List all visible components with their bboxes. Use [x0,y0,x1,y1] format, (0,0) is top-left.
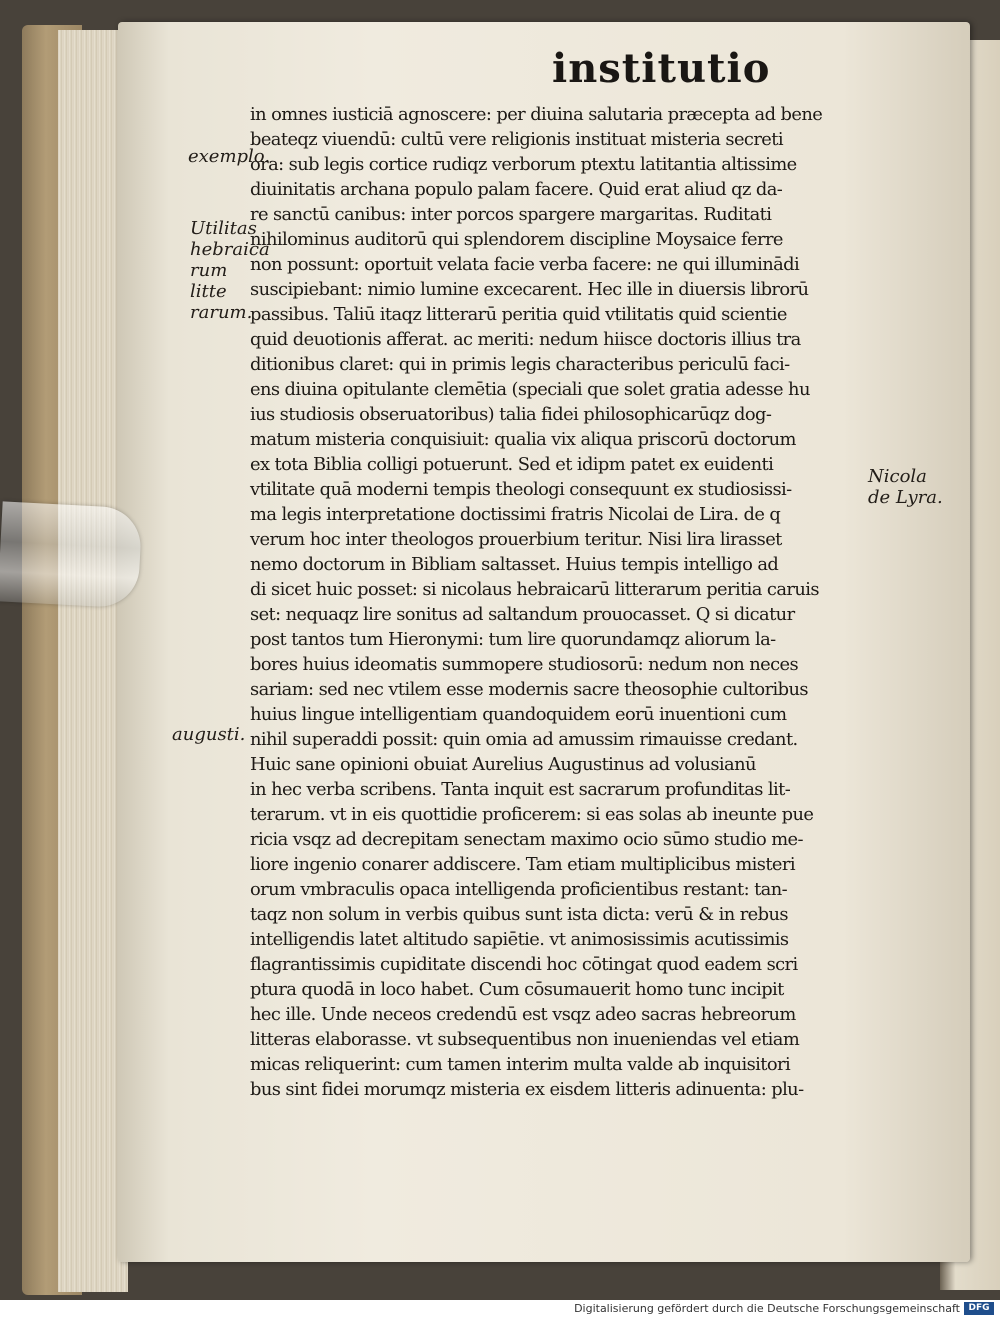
text-line: beateqz viuendū: cultū vere religionis instituat misteria secreti [250,129,783,150]
text-line: Huic sane opinioni obuiat Aurelius Augustinus ad volusianū [250,754,756,775]
text-line: vtilitate quā moderni tempis theologi consequunt ex studiosissi- [250,479,792,500]
margin-note-augusti: augusti. [172,724,246,745]
text-line: micas reliquerint: cum tamen interim multa valde ab inquisitori [250,1054,791,1075]
glass-page-weight [0,501,143,608]
text-line: terarum. vt in eis quottidie proficerem: si eas solas ab ineunte pue [250,804,814,825]
text-line: verum hoc inter theologos prouerbium teritur. Nisi lira lirasset [250,529,782,550]
text-line: diuinitatis archana populo palam facere. Quid erat aliud qz da- [250,179,783,200]
text-line: liore ingenio conarer addiscere. Tam etiam multiplicibus misteri [250,854,795,875]
text-line: orum vmbraculis opaca intelligenda proficientibus restant: tan- [250,879,788,900]
page-heading: institutio [552,45,771,92]
footer-credit: Digitalisierung gefördert durch die Deutsche Forschungsgemeinschaft [574,1302,960,1315]
body-text [250,102,875,1102]
text-line: ius studiosis obseruatoribus) talia fidei philosophicarūqz dog- [250,404,772,425]
text-line: ora: sub legis cortice rudiqz verborum ptextu latitantia altissime [250,154,797,175]
text-line: quid deuotionis afferat. ac meriti: nedum hiisce doctoris illius tra [250,329,801,350]
text-line: taqz non solum in verbis quibus sunt ista dicta: verū & in rebus [250,904,788,925]
text-line: in hec verba scribens. Tanta inquit est sacrarum profunditas lit- [250,779,791,800]
text-line: passibus. Taliū itaqz litterarū peritia quid vtilitatis quid scientie [250,304,787,325]
text-line: litteras elaborasse. vt subsequentibus non inueniendas vel etiam [250,1029,800,1050]
dfg-logo: DFG [964,1302,994,1315]
text-line: bores huius ideomatis summopere studiosorū: nedum non neces [250,654,799,675]
text-line: nihil superaddi possit: quin omia ad amussim rimauisse credant. [250,729,798,750]
text-line: non possunt: oportuit velata facie verba facere: ne qui illuminādi [250,254,800,275]
text-line: suscipiebant: nimio lumine excecarent. Hec ille in diuersis librorū [250,279,809,300]
text-line: ex tota Biblia colligi potuerunt. Sed et idipm patet ex euidenti [250,454,774,475]
text-line: in omnes iusticiā agnoscere: per diuina salutaria præcepta ad bene [250,104,823,125]
text-line: ditionibus claret: qui in primis legis characteribus periculū faci- [250,354,790,375]
text-line: ptura quodā in loco habet. Cum cōsumauerit homo tunc incipit [250,979,784,1000]
text-line: ma legis interpretatione doctissimi fratris Nicolai de Lira. de q [250,504,781,525]
text-line: bus sint fidei morumqz misteria ex eisdem litteris adinuenta: plu- [250,1079,804,1100]
text-line: nemo doctorum in Bibliam saltasset. Huius tempis intelligo ad [250,554,779,575]
text-line: ens diuina opitulante clemētia (speciali que solet gratia adesse hu [250,379,810,400]
text-line: sariam: sed nec vtilem esse modernis sacre theosophie cultoribus [250,679,808,700]
text-line: nihilominus auditorū qui splendorem discipline Moysaice ferre [250,229,783,250]
margin-note-utilitas: Utilitas hebraica rum litte rarum. [190,218,270,323]
text-line: matum misteria conquisiuit: qualia vix aliqua priscorū doctorum [250,429,796,450]
text-line: flagrantissimis cupiditate discendi hoc cōtingat quod eadem scri [250,954,798,975]
text-line: set: nequaqz lire sonitus ad saltandum prouocasset. Q si dicatur [250,604,795,625]
text-line: post tantos tum Hieronymi: tum lire quorundamqz aliorum la- [250,629,776,650]
text-line: huius lingue intelligentiam quandoquidem eorū inuentioni cum [250,704,787,725]
margin-note-exemplo: exemplo. [188,146,271,167]
footer-bar [0,1300,1000,1318]
text-line: hec ille. Unde neceos credendū est vsqz adeo sacras hebreorum [250,1004,796,1025]
text-line: di sicet huic posset: si nicolaus hebraicarū litterarum peritia caruis [250,579,819,600]
margin-note-nicolaus: Nicola de Lyra. [868,466,943,508]
text-line: ricia vsqz ad decrepitam senectam maximo ocio sūmo studio me- [250,829,803,850]
text-line: re sanctū canibus: inter porcos spargere margaritas. Ruditati [250,204,772,225]
text-line: intelligendis latet altitudo sapiētie. vt animosissimis acutissimis [250,929,789,950]
